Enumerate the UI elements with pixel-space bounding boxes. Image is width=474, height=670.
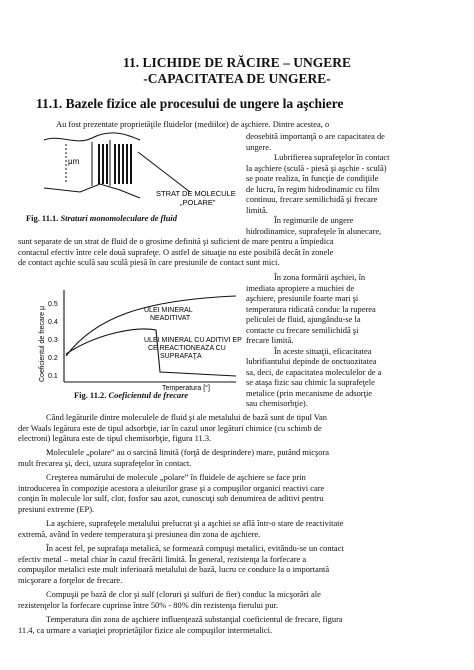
text-line: ungere. bbox=[246, 142, 272, 152]
layer-label-2: „POLARE” bbox=[180, 198, 216, 207]
text-line: Temperatura din zona de aşchiere influenţează substanţial coeficientul de frecare, figura bbox=[46, 614, 343, 624]
text-line: Compuşii pe bază de clor şi sulf (cloruri şi sulfuri de fier) conduc la micşorări ale bbox=[46, 589, 321, 599]
text-line: frecare limită. bbox=[246, 335, 294, 345]
upper-surface bbox=[44, 133, 140, 141]
text-line: introducerea în compoziţie acestora a uleiurilor grase şi a compuşilor organici reactivi care bbox=[18, 483, 325, 493]
text-line: mult frecarea şi, deci, uzura suprafeţelor în contact. bbox=[18, 458, 192, 468]
text-line: der Waals legătura este de tipul adsorbţie, iar în cazul unor legături chimice (cu schimb de bbox=[18, 423, 322, 433]
text-line: Moleculele „polare” au o sarcină limită (forţă de desprindere) mare, putând micşora bbox=[46, 447, 329, 457]
text-line: Lubrifierea suprafeţelor în contact bbox=[274, 152, 390, 162]
text-line: În regimurile de ungere bbox=[274, 215, 354, 225]
curve1-label-2: NEADITIVAT bbox=[150, 315, 191, 322]
text-line: rezistenţelor la forfecare cuprinse între 50% - 80% din rezistenţa fierului pur. bbox=[18, 600, 279, 610]
text-line: În aceste situaţii, eficacitatea bbox=[274, 346, 372, 356]
text-line: sa, deci, de capacitatea moleculelor de a bbox=[246, 367, 382, 377]
ytick-4: 0.1 bbox=[48, 373, 58, 380]
text-line: deosebită importanţă o are capacitatea de bbox=[246, 131, 385, 141]
chapter-title-line2: -CAPACITATEA DE UNGERE- bbox=[143, 71, 331, 86]
text-line: electroni) legătura este de tipul chemisorbţie, figura 11.3. bbox=[18, 433, 212, 443]
text-line: aşchiere, presiunile foarte mari şi bbox=[246, 293, 359, 303]
ytick-0: 0.5 bbox=[48, 301, 58, 308]
curve2-label-2: CE REACTIONEAZA CU bbox=[148, 345, 226, 352]
text-line: Când legăturile dintre moleculele de fluid şi ale metalului de bază sunt de tipul Van bbox=[46, 412, 328, 422]
text-line: se poate realiza, în funcţie de condiţiile bbox=[246, 173, 379, 183]
curve1-label-1: ULEI MINERAL bbox=[144, 307, 193, 314]
ytick-2: 0.3 bbox=[48, 337, 58, 344]
micrometer-label: μm bbox=[68, 157, 80, 166]
text-line: continuu, frecare semilichidă şi frecare bbox=[246, 194, 378, 204]
text-line: sau chemisorbţie). bbox=[246, 398, 308, 408]
text-line: hidrodinamice, suprafeţele în alunecare, bbox=[246, 226, 382, 236]
text-line: lubrifiantului depinde de onctuozitatea bbox=[246, 356, 377, 366]
text-line: efectiv metal – metal chiar în cazul frecării limită. În general, rezistenţa la forfecare a bbox=[18, 554, 307, 564]
text-line: metalice (prin mecanisme de adsorţie bbox=[246, 388, 373, 398]
ytick-1: 0.4 bbox=[48, 319, 58, 326]
text-line: 11.4, ca urmare a variaţiei proprietăţilor fizice ale compuşilor intermetalici. bbox=[18, 625, 273, 635]
text-line: imediata apropiere a muchiei de bbox=[246, 283, 355, 293]
ytick-3: 0.2 bbox=[48, 355, 58, 362]
x-axis-label: Temperatura [°] bbox=[162, 385, 210, 392]
y-axis-label: Coeficientul de frecare μ bbox=[39, 305, 46, 382]
text-line: Creşterea numărului de molecule „polare” în fluidele de aşchiere se face prin bbox=[46, 472, 306, 482]
text-line: Au fost prezentate proprietăţile fluidelor (mediilor) de aşchiere. Dintre acestea, o bbox=[56, 119, 330, 129]
figure-monomolecular-layers bbox=[40, 126, 250, 214]
molecule-column bbox=[98, 144, 132, 184]
text-line: În acest fel, pe suprafaţa metalică, se formează compuşi metalici, evitându-se un contact bbox=[46, 543, 344, 553]
text-line: extremă, având în vedere temperatura şi presiunea din zona de aşchiere. bbox=[18, 529, 261, 539]
figure-caption-11-1: Fig. 11.1. Straturi monomoleculare de fluid bbox=[26, 213, 177, 223]
text-line: se ataşa fizic sau chimic la suprafeţele bbox=[246, 377, 375, 387]
figure-friction-coefficient bbox=[36, 286, 244, 392]
curve2-label-1: ULEI MINERAL CU ADITIVI EP bbox=[144, 337, 242, 344]
text-line: În zona formării aşchiei, în bbox=[274, 272, 366, 282]
chapter-title-line1: 11. LICHIDE DE RĂCIRE – UNGERE bbox=[122, 55, 352, 70]
text-line: La aşchiere, suprafeţele metalului prelucrat şi a aşchiei se află într-o stare de reactivitate bbox=[46, 518, 344, 528]
text-line: de contact aşchie sculă sau sculă piesă în care presiunile de contact sunt mici. bbox=[18, 257, 280, 267]
text-line: temperatura ridicată conduc la ruperea bbox=[246, 304, 376, 314]
section-heading: 11.1. Bazele fizice ale procesului de ungere la aşchiere bbox=[36, 96, 344, 111]
text-line: la aşchiere (sculă - piesă şi aşchie - sculă) bbox=[246, 163, 387, 173]
text-line: sunt separate de un strat de fluid de o grosime definită şi suficient de mare pentru a împiedica bbox=[18, 236, 334, 246]
text-line: contactul efectiv între cele două suprafeţe. O astfel de situaţie nu este posibilă decât în zonele bbox=[18, 247, 334, 257]
text-line: micşorare a forţelor de frecare. bbox=[18, 575, 123, 585]
text-line: de lucru, în regim hidrodinamic cu film bbox=[246, 184, 380, 194]
layer-label-1: STRAT DE MOLECULE bbox=[156, 189, 236, 198]
lower-surface bbox=[44, 184, 140, 198]
curve2-label-3: SUPRAFAŢA bbox=[160, 353, 202, 360]
text-line: limită. bbox=[246, 205, 268, 215]
text-line: compuşilor metalici este mult inferioară metalului de bază, lucru ce conduce la o importantă bbox=[18, 564, 330, 574]
figure-caption-11-2: Fig. 11.2. Coeficientul de frecare bbox=[74, 390, 189, 400]
text-line: conţin în molecule lor sulf, clor, fosfor sau azot, cunoscuţi sub denumirea de aditivi pentru bbox=[18, 493, 324, 503]
text-line: contacte cu frecare semilichidă şi bbox=[246, 325, 359, 335]
text-line: presiuni extreme (EP). bbox=[18, 504, 95, 514]
text-line: peliculei de fluid, ajungându-se la bbox=[246, 314, 361, 324]
